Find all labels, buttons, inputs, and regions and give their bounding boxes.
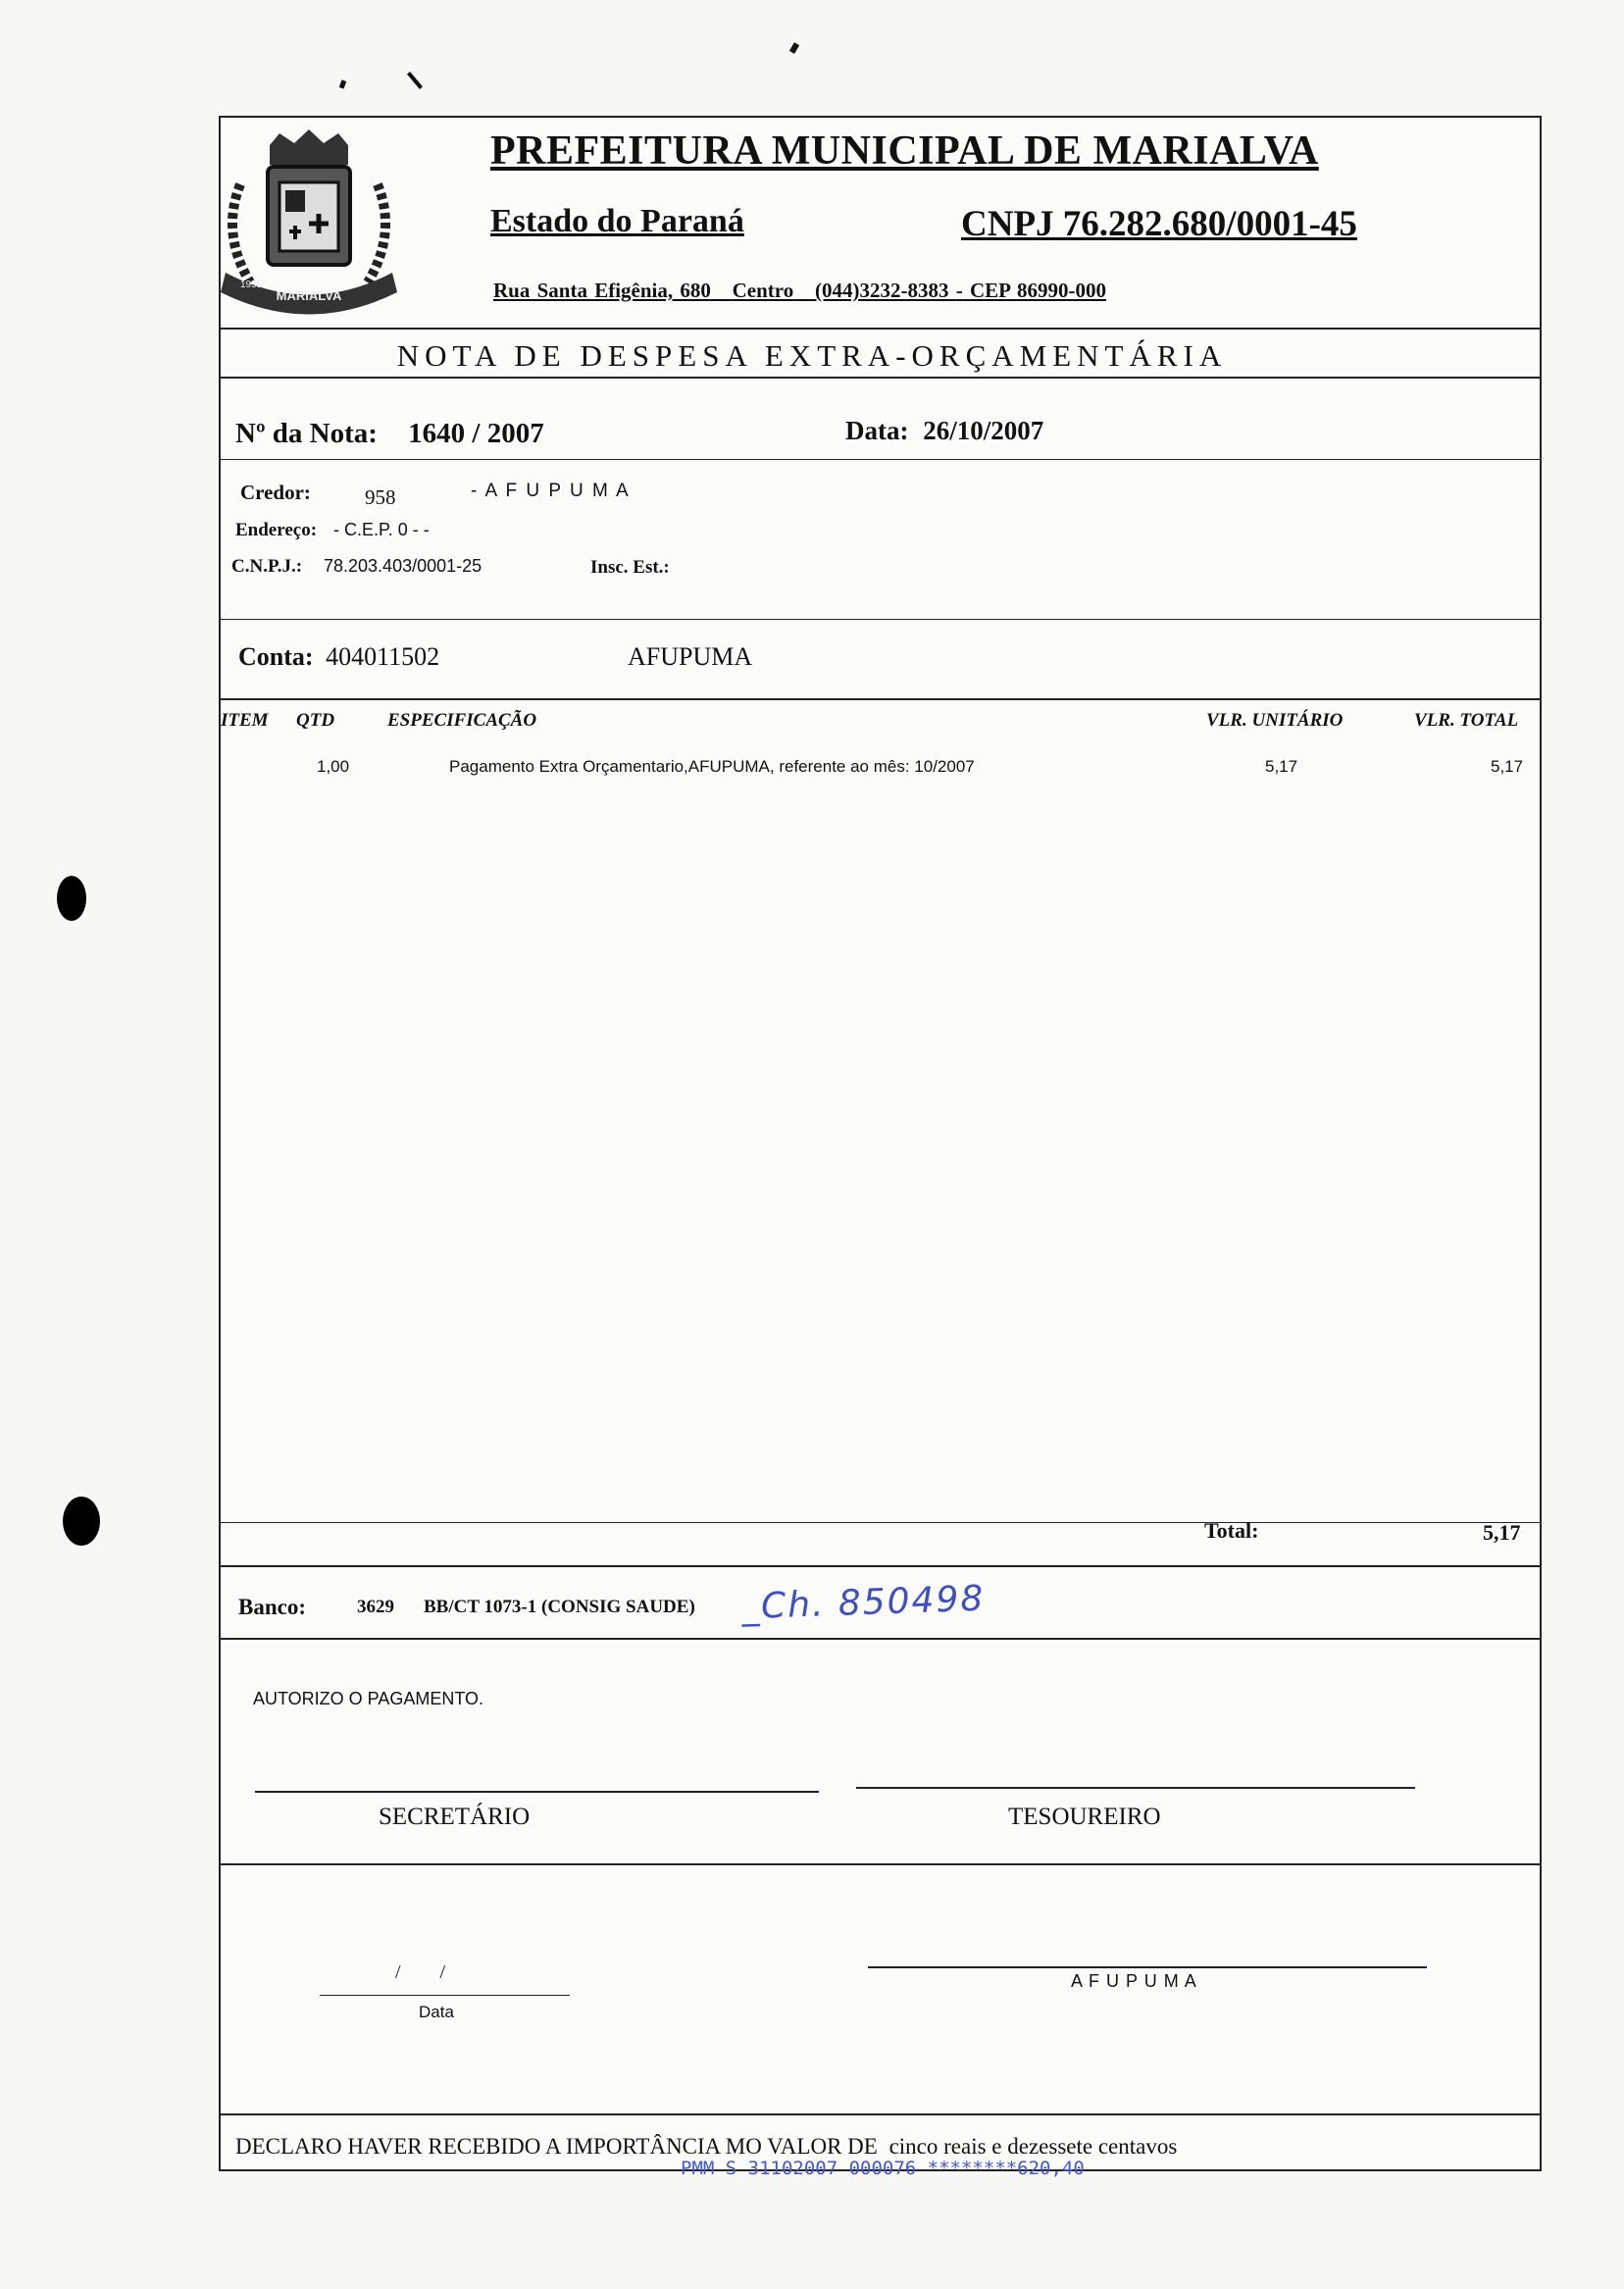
col-header-specification: ESPECIFICAÇÃO bbox=[387, 710, 537, 731]
treasurer-signature-line bbox=[856, 1787, 1415, 1789]
note-number-label: Nº da Nota: bbox=[235, 418, 378, 449]
crest-year: 1955 bbox=[240, 280, 263, 290]
secretary-label: SECRETÁRIO bbox=[379, 1804, 531, 1830]
note-date-label: Data: bbox=[845, 416, 909, 445]
creditor-label: Credor: bbox=[240, 481, 311, 504]
municipality-title: PREFEITURA MUNICIPAL DE MARIALVA bbox=[490, 128, 1319, 174]
receipt-date-slashes: / / bbox=[395, 1961, 446, 1983]
account-name: AFUPUMA bbox=[628, 642, 753, 671]
receiver-name: A F U P U M A bbox=[1071, 1971, 1197, 1991]
treasurer-label: TESOUREIRO bbox=[1008, 1804, 1161, 1830]
declaration-text: DECLARO HAVER RECEBIDO A IMPORTÂNCIA MO VALOR DE bbox=[235, 2134, 878, 2159]
bank-code: 3629 bbox=[357, 1597, 394, 1617]
receipt-date-line bbox=[320, 1995, 570, 1996]
row-description: Pagamento Extra Orçamentario,AFUPUMA, referente ao mês: 10/2007 bbox=[449, 757, 975, 776]
punch-hole-bottom bbox=[63, 1497, 100, 1546]
table-row bbox=[219, 757, 1542, 787]
creditor-address-label: Endereço: bbox=[235, 520, 318, 540]
creditor-code: 958 bbox=[365, 485, 396, 509]
state-registration-label: Insc. Est.: bbox=[590, 557, 670, 578]
row-unit-value: 5,17 bbox=[1265, 757, 1298, 776]
handwritten-check-number: _Ch. 850498 bbox=[740, 1578, 986, 1628]
secretary-signature-line bbox=[255, 1791, 819, 1793]
declaration bbox=[235, 2134, 1177, 2160]
row-total-value: 5,17 bbox=[1491, 757, 1524, 776]
note-number-row bbox=[235, 418, 544, 450]
col-header-qtd: QTD bbox=[296, 710, 335, 731]
note-date: 26/10/2007 bbox=[923, 416, 1044, 445]
address-district: Centro bbox=[732, 279, 794, 302]
receiver-signature-line bbox=[868, 1966, 1427, 1968]
state-label: Estado do Paraná bbox=[490, 203, 744, 239]
col-header-total-value: VLR. TOTAL bbox=[1414, 710, 1519, 731]
col-header-item: ITEM bbox=[221, 710, 269, 731]
creditor-name: - A F U P U M A bbox=[471, 481, 631, 501]
col-header-unit-value: VLR. UNITÁRIO bbox=[1206, 710, 1344, 731]
note-date-row bbox=[845, 416, 1043, 446]
bank-label: Banco: bbox=[238, 1595, 306, 1619]
crest-text: MARIALVA bbox=[276, 288, 342, 303]
address-cep: CEP 86990-000 bbox=[969, 279, 1107, 302]
note-number: 1640 / 2007 bbox=[408, 418, 544, 449]
bank-name: BB/CT 1073-1 (CONSIG SAUDE) bbox=[424, 1597, 695, 1617]
creditor-cnpj: 78.203.403/0001-25 bbox=[324, 556, 482, 576]
speck bbox=[789, 42, 799, 54]
address-phone: (044)3232-8383 bbox=[814, 279, 949, 302]
row-qty: 1,00 bbox=[317, 757, 350, 776]
total-label: Total: bbox=[1204, 1518, 1259, 1543]
creditor-address: - C.E.P. 0 - - bbox=[333, 520, 430, 539]
speck bbox=[407, 72, 423, 89]
declaration-amount-words: cinco reais e dezessete centavos bbox=[888, 2134, 1178, 2159]
address-separator: - bbox=[955, 279, 963, 302]
total-value: 5,17 bbox=[1483, 1520, 1521, 1545]
municipality-address bbox=[493, 279, 1106, 303]
payment-stamp: PMM S 31102007 000076 ********620,40 bbox=[681, 2158, 1085, 2179]
account-number: 404011502 bbox=[326, 642, 440, 671]
items-table-top-line bbox=[219, 698, 1542, 699]
municipal-crest-logo bbox=[211, 126, 407, 331]
creditor-cnpj-label: C.N.P.J.: bbox=[231, 556, 303, 577]
speck bbox=[339, 79, 346, 88]
receipt-date-label: Data bbox=[419, 2003, 454, 2021]
address-street: Rua Santa Efigênia, 680 bbox=[493, 279, 711, 302]
account-row bbox=[238, 642, 439, 672]
punch-hole-top bbox=[57, 876, 86, 921]
document-title: NOTA DE DESPESA EXTRA-ORÇAMENTÁRIA bbox=[396, 338, 1228, 373]
authorization-text: AUTORIZO O PAGAMENTO. bbox=[253, 1689, 484, 1708]
account-label: Conta: bbox=[238, 642, 314, 671]
municipality-cnpj: CNPJ 76.282.680/0001-45 bbox=[961, 204, 1357, 244]
